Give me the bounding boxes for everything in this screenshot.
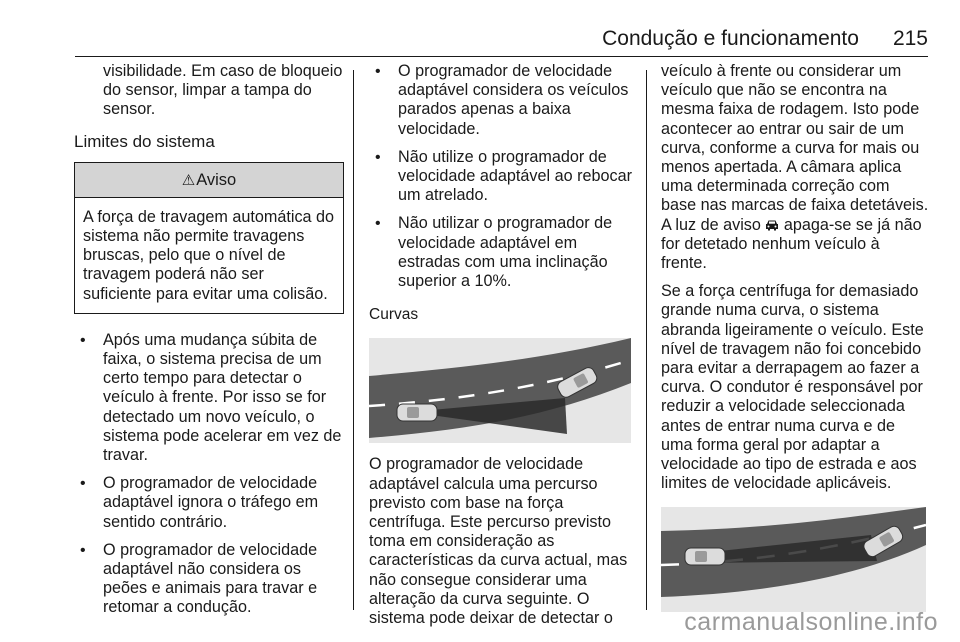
page-number: 215 bbox=[892, 27, 928, 50]
paragraph-1-part-b: apaga-se se já não for detetado nenhum veículo à frente. bbox=[661, 215, 922, 273]
bullet-list bbox=[74, 331, 344, 618]
warning-header bbox=[75, 163, 343, 198]
bullet-list bbox=[369, 62, 633, 291]
chapter-title: Condução e funcionamento bbox=[602, 27, 859, 50]
column-2 bbox=[369, 62, 633, 637]
list-item: • Não utilizar o programador de velocidade adaptável em estradas com uma inclinação superior a 10%. bbox=[369, 214, 633, 291]
list-item: • Não utilize o programador de velocidade adaptável ao rebocar um atrelado. bbox=[369, 148, 633, 206]
curves-paragraph: O programador de velocidade adaptável calcula uma percurso previsto com base na força centrífuga. Este percurso previsto toma em consideração as características da curva actual, mas não consegue considerar uma alteração da curva seguinte. O sistema pode deixar de detectar o bbox=[369, 455, 628, 628]
curve-illustration-2 bbox=[661, 507, 926, 612]
column-3 bbox=[661, 62, 929, 612]
page-header bbox=[0, 26, 928, 52]
list-item: • O programador de velocidade adaptável ignora o tráfego em sentido contrário. bbox=[74, 474, 344, 532]
column-1 bbox=[74, 62, 344, 627]
paragraph-1-part-a: veículo à frente ou considerar um veículo que não se encontra na mesma faixa de rodagem. Isto pode acontecer ao entrar ou sair de um curva, conforme a curva for mais ou menos apertada. A câmara aplica uma determinada correção com base nas marcas de faixa detetáveis. A luz de aviso bbox=[661, 62, 929, 234]
column-divider-1 bbox=[353, 70, 354, 610]
section-title: Limites do sistema bbox=[74, 131, 215, 151]
list-item: • O programador de velocidade adaptável considera os veículos parados apenas a baixa velocidade. bbox=[369, 62, 633, 139]
watermark: carmanualsonline.info bbox=[684, 608, 938, 636]
warning-title: Aviso bbox=[196, 170, 237, 189]
header-divider bbox=[75, 56, 928, 57]
ego-car-icon bbox=[397, 404, 437, 421]
column-divider-2 bbox=[646, 70, 647, 610]
paragraph-1 bbox=[661, 62, 929, 273]
continued-paragraph: visibilidade. Em caso de bloqueio do sensor, limpar a tampa do sensor. bbox=[103, 62, 343, 119]
warning-triangle-icon: ⚠ bbox=[181, 171, 196, 189]
list-item: • Após uma mudança súbita de faixa, o sistema precisa de um certo tempo para detectar o veículo à frente. Por isso se for detectado um novo veículo, o sistema pode acelerar em vez de travar. bbox=[74, 331, 344, 465]
subsection-title: Curvas bbox=[369, 306, 419, 324]
list-item: • O programador de velocidade adaptável não considera os peões e animais para travar e retomar a condução. bbox=[74, 541, 344, 618]
vehicle-ahead-icon bbox=[765, 219, 779, 231]
paragraph-2: Se a força centrífuga for demasiado grande numa curva, o sistema abranda ligeiramente o veículo. Este nível de travagem não foi concebido para evitar a derrapagem ao fazer a curva. O condutor é responsável por reduzir a velocidade seleccionada antes de entrar numa curva e de uma forma geral por adaptar a velocidade ao tipo de estrada e aos limites de velocidade aplicáveis. bbox=[661, 282, 924, 493]
curve-illustration-1 bbox=[369, 338, 631, 443]
warning-box bbox=[74, 162, 344, 314]
warning-body: A força de travagem automática do sistema não permite travagens bruscas, pelo que o nível de travagem poderá não ser suficiente para evitar uma colisão. bbox=[83, 207, 335, 303]
